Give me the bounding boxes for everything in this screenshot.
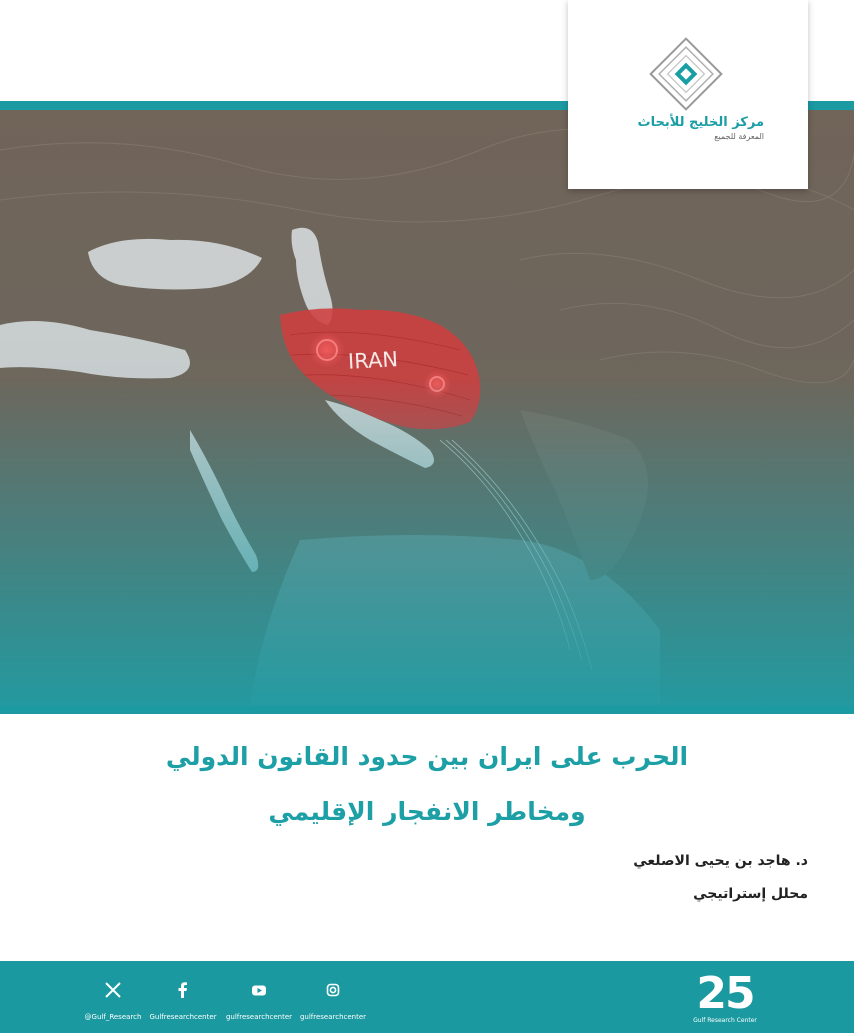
anniversary-badge	[690, 968, 760, 1024]
social-handle: @Gulf_Research	[84, 1013, 142, 1021]
map-country-label: IRAN	[347, 347, 399, 374]
social-handle: gulfresearchcenter	[225, 1013, 293, 1021]
youtube-icon	[219, 981, 299, 999]
social-youtube[interactable]	[219, 981, 299, 1021]
author-role: محلل إستراتيجي	[693, 886, 808, 902]
report-title-line2: ومخاطر الانفجار الإقليمي	[268, 797, 586, 826]
x-icon	[73, 981, 153, 999]
social-instagram[interactable]	[293, 981, 373, 1021]
anniversary-caption: Gulf Research Center	[693, 1017, 757, 1024]
logo-card	[568, 0, 808, 189]
brand-name: مركز الخليج للأبحاث	[637, 115, 764, 130]
instagram-icon	[293, 981, 373, 999]
social-handle: gulfresearchcenter	[299, 1013, 367, 1021]
cover-map-image	[0, 110, 854, 706]
footer-bar	[0, 961, 854, 1033]
map-bottom-strip	[0, 706, 854, 714]
logo-emblem-icon	[648, 36, 724, 116]
social-handle: Gulfresearchcenter	[149, 1013, 217, 1021]
facebook-icon	[143, 981, 223, 999]
social-facebook[interactable]	[143, 981, 223, 1021]
social-x[interactable]	[73, 981, 153, 1021]
report-title-line1: الحرب على ايران بين حدود القانون الدولي	[165, 742, 689, 771]
anniversary-number: 25	[696, 968, 754, 1019]
brand-tagline: المعرفة للجميع	[714, 132, 764, 141]
author-name: د. هاجد بن يحيى الاصلعي	[633, 853, 808, 869]
